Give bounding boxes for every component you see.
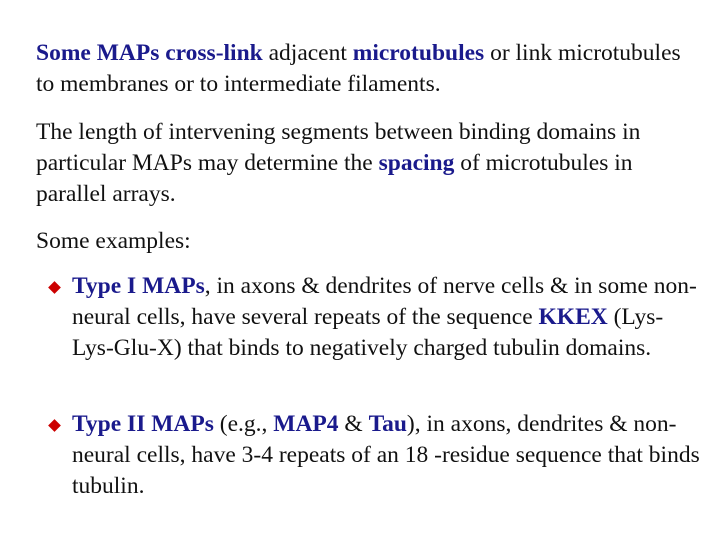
- highlight-tau: Tau: [368, 411, 407, 437]
- bullet-text: [72, 271, 700, 364]
- bullet-item-type-i: [50, 271, 700, 364]
- highlight-microtubules: microtubules: [352, 40, 485, 66]
- bullet-text-segment: (Lys-Lys-Glu-X) that binds to negatively charged tubulin domains.: [72, 304, 664, 361]
- highlight-type-i-maps: Type I MAPs: [72, 273, 205, 299]
- paragraph-text: adjacent: [262, 40, 353, 66]
- bullet-text-segment: &: [338, 411, 369, 437]
- paragraph-spacing: [36, 117, 696, 210]
- bullet-text: [72, 409, 700, 502]
- highlight-spacing: spacing: [378, 150, 455, 176]
- highlight-kkex: KKEX: [538, 304, 608, 330]
- paragraph-cross-link: [36, 38, 696, 100]
- bullet-text-segment: (e.g.,: [213, 411, 274, 437]
- paragraph-text: The length of intervening segments between binding domains in particular MAPs may determine the: [36, 119, 641, 176]
- highlight-cross-link: Some MAPs cross-link: [36, 40, 263, 66]
- paragraph-text: of microtubules in parallel arrays.: [36, 150, 633, 207]
- highlight-type-ii-maps: Type II MAPs: [72, 411, 214, 437]
- diamond-bullet-icon: [48, 281, 61, 294]
- highlight-map4: MAP4: [273, 411, 339, 437]
- bullet-item-type-ii: [50, 409, 700, 502]
- bullet-text-segment: , in axons & dendrites of nerve cells & in some non-neural cells, have several repeats of the sequence: [72, 273, 697, 330]
- diamond-bullet-icon: [48, 419, 61, 432]
- paragraph-text: or link microtubules to membranes or to intermediate filaments.: [36, 40, 681, 97]
- paragraph-examples: Some examples:: [36, 228, 191, 254]
- bullet-text-segment: ), in axons, dendrites & non-neural cells, have 3-4 repeats of an 18 -residue sequence that binds tubulin.: [72, 411, 700, 499]
